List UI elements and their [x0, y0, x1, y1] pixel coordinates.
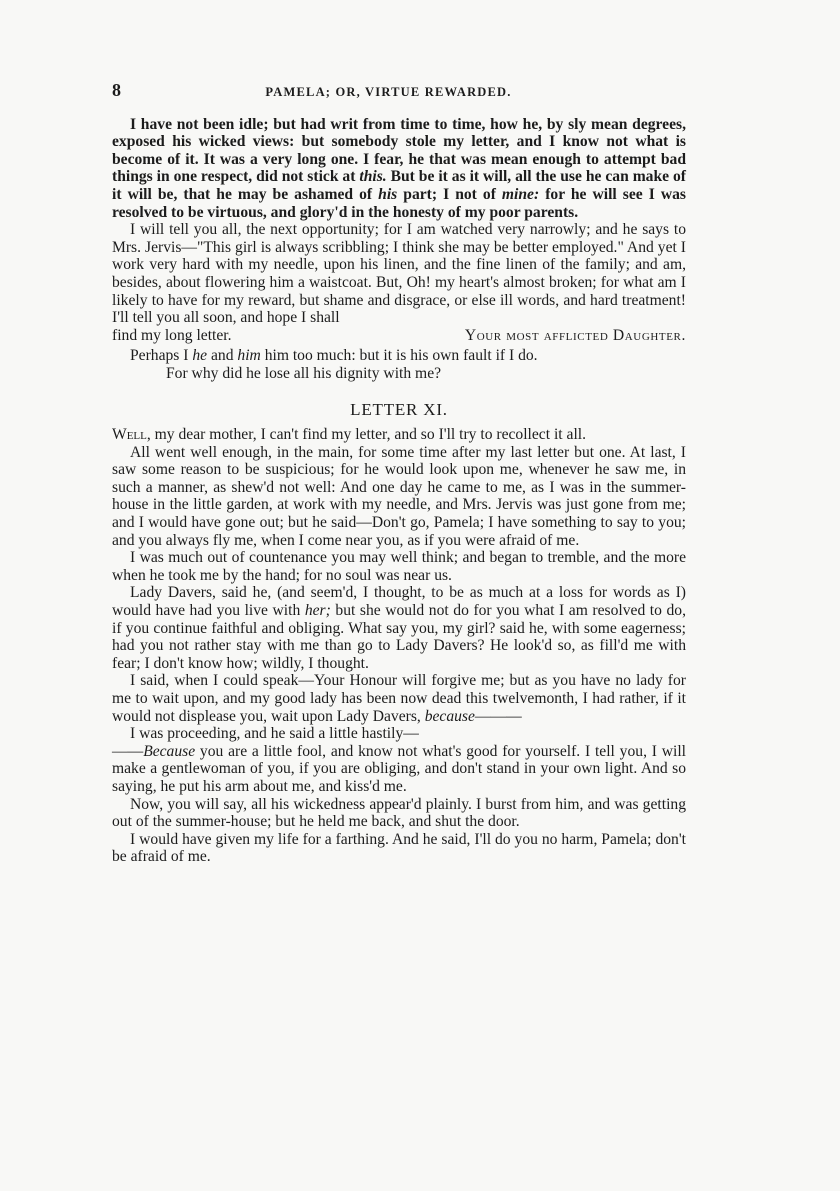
text-run: But be it as it will, all the use he can make of it will be, that he may be ashamed of [112, 168, 686, 203]
text-run: him too much: but it is his own fault if I do. [260, 347, 538, 365]
text-run: part; I not of [397, 185, 502, 203]
paragraph-idle [112, 116, 686, 222]
italic-run: her; [304, 602, 331, 620]
text-run: Lady Davers, said he, (and seem'd, I thought, to be as much at a loss for words as I) would have had you live with [112, 584, 686, 620]
italic-run: because [424, 707, 475, 725]
letter-heading: LETTER XI. [350, 399, 448, 419]
paragraph-wickedness: Now, you will say, all his wickedness appear'd plainly. I burst from him, and was getting out of the summer-house; but he held me back, and shut the door. [112, 795, 686, 831]
page-number: 8 [112, 80, 121, 100]
text-run: my dear mother, I can't find my letter, and so I'll try to recollect it all. [150, 426, 587, 444]
paragraph-farthing: I would have given my life for a farthing. And he said, I'll do you no harm, Pamela; don't be afraid of me. [112, 830, 686, 866]
paragraph-countenance: I was much out of countenance you may well think; and began to tremble, and the more when he took me by the hand; for no soul was near us. [112, 549, 686, 584]
paragraph-because [112, 743, 686, 796]
text-run: I have not been idle; but had writ from time to time, how he, by sly mean degrees, exposed his wicked views: but somebody stole my letter, and I know not what is become of it. It was a very long one. I fear, he that was mean enough to attempt bad things in one respect, did not stick at [112, 115, 686, 186]
text-run: for he will see I was resolved to be virtuous, and glory'd in the honesty of my poor parents. [112, 185, 686, 221]
italic-run: mine: [501, 185, 540, 203]
text-run: Perhaps I [130, 347, 193, 365]
italic-run: he [192, 347, 208, 365]
letter-opening [112, 426, 686, 444]
text-block [112, 82, 686, 866]
text-run: —— [112, 742, 144, 760]
postscript-line-1 [112, 347, 686, 365]
italic-run: him [237, 347, 261, 365]
italic-run: this. [359, 168, 387, 186]
text-run: I said, when I could speak—Your Honour will forgive me; but as you have no lady for me to wait upon, and my good lady has been now dead this twelvemonth, I had rather, if it would not displease you, wait upon Lady Davers, [112, 672, 686, 725]
postscript [112, 347, 686, 382]
paragraph-speak [112, 672, 686, 725]
signature: Your most afflicted Daughter. [464, 326, 686, 344]
signoff-line [112, 327, 686, 345]
running-head [112, 82, 686, 102]
paragraph-watched: I will tell you all, the next opportunity; for I am watched very narrowly; and he says to Mrs. Jervis—"This girl is always scribbling; I think she may be better employed." And yet I work very hard with my needle, upon his linen, and the fine linen of the family; and am, besides, about flowering him a waistcoat. But, Oh! my heart's almost broken; for what am I likely to have for my reward, but shame and disgrace, or else ill words, and hard treatment! I'll tell you all soon, and hope I shall [112, 221, 686, 327]
signoff-text: find my long letter. [112, 326, 232, 344]
postscript-line-2: For why did he lose all his dignity with me? [166, 364, 442, 382]
text-run: and [207, 347, 238, 365]
italic-run: his [378, 185, 398, 203]
running-title: PAMELA; OR, VIRTUE REWARDED. [265, 85, 512, 99]
paragraph-suspicious: All went well enough, in the main, for some time after my last letter but one. At last, I saw some reason to be suspicious; for he would look upon me, whenever he saw me, in such a manner, as shew'd not well: And one day he came to me, as I was in the summer-house in the little garden, at work with my needle, and Mrs. Jervis was just gone from me; and I would have gone out; but he said—Don't go, Pamela; I have something to say to you; and you always fly me, when I come near you, as if you were afraid of me. [112, 443, 686, 549]
text-run: but she would not do for you what I am resolved to do, if you continue faithful and obliging. What say you, my girl? said he, with some eagerness; had you not rather stay with me than go to Lady Davers? He look'd so, as fill'd me with fear; I don't know how; wildly, I thought. [112, 602, 686, 672]
paragraph-proceeding: I was proceeding, and he said a little hastily— [130, 725, 419, 743]
text-run: you are a little fool, and know not what's good for yourself. I tell you, I will make a gentlewoman of you, if you are obliging, and don't stand in your own light. And so saying, he put his arm about me, and kiss'd me. [112, 742, 686, 795]
italic-run: Because [143, 742, 196, 760]
paragraph-lady-davers [112, 584, 686, 672]
text-run: ——— [474, 707, 522, 725]
lead-word: Well, [112, 426, 151, 444]
